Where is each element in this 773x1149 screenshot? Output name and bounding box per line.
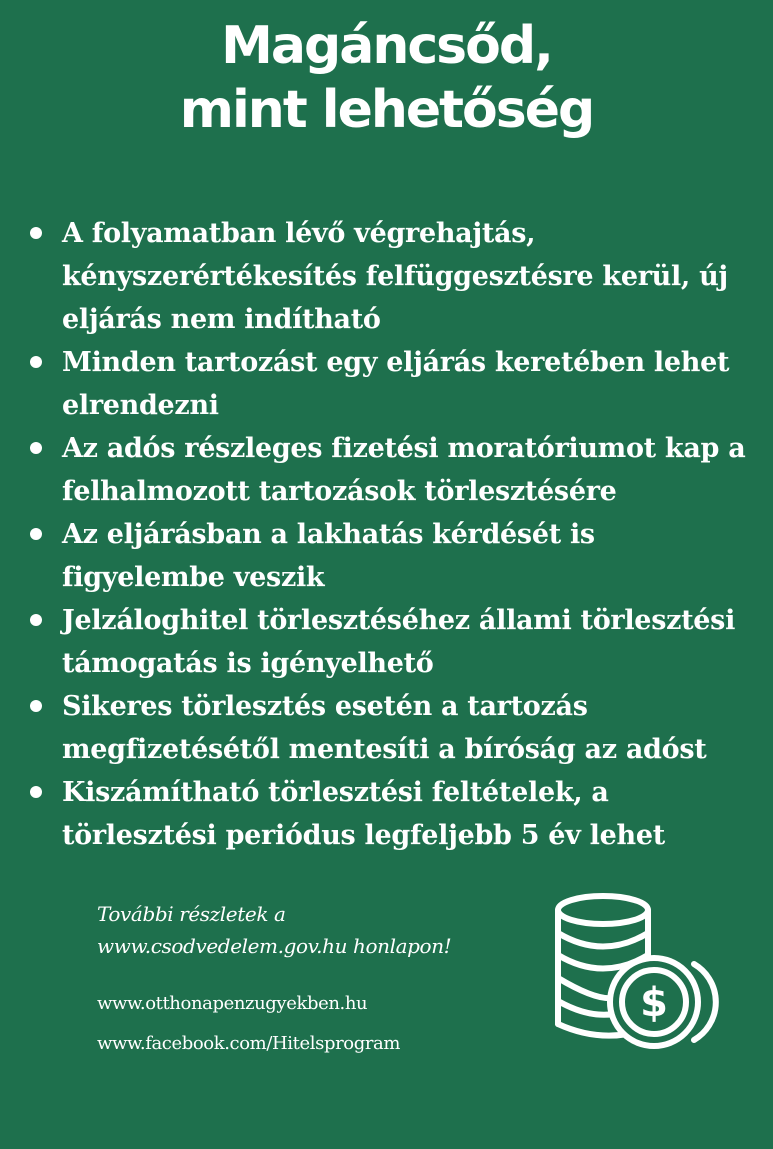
- list-item: [30, 685, 765, 771]
- list-item: [30, 341, 765, 427]
- list-item-text: Jelzáloghitel törlesztéséhez állami törlesztési támogatás is igényelhető: [62, 605, 736, 679]
- bullet-dot-icon: [30, 700, 42, 712]
- bullet-dot-icon: [30, 442, 42, 454]
- title-line-1: Magáncsőd,: [221, 16, 552, 76]
- bullet-dot-icon: [30, 227, 42, 239]
- list-item-text: Minden tartozást egy eljárás keretében lehet elrendezni: [62, 347, 730, 421]
- benefits-list: [30, 212, 765, 857]
- more-info-text: [97, 898, 537, 962]
- list-item: [30, 212, 765, 341]
- page-title: [0, 14, 773, 142]
- more-info-line-1: További részletek a: [97, 902, 286, 926]
- dollar-symbol: $: [640, 980, 668, 1026]
- bullet-dot-icon: [30, 356, 42, 368]
- list-item-text: Az adós részleges fizetési moratóriumot kap a felhalmozott tartozások törlesztésére: [62, 433, 746, 507]
- bullet-dot-icon: [30, 528, 42, 540]
- otthon-website-link[interactable]: www.otthonapenzugyekben.hu: [97, 993, 368, 1014]
- list-item: [30, 427, 765, 513]
- list-item: [30, 771, 765, 857]
- list-item-text: Az eljárásban a lakhatás kérdését is figyelembe veszik: [62, 519, 595, 593]
- title-line-2: mint lehetőség: [179, 80, 594, 140]
- list-item-text: Sikeres törlesztés esetén a tartozás megfizetésétől mentesíti a bíróság az adóst: [62, 691, 707, 765]
- coin-stack-dollar-icon: [548, 890, 723, 1050]
- list-item: [30, 513, 765, 599]
- list-item: [30, 599, 765, 685]
- more-info-line-2[interactable]: www.csodvedelem.gov.hu honlapon!: [97, 934, 452, 958]
- bullet-dot-icon: [30, 614, 42, 626]
- facebook-link[interactable]: www.facebook.com/Hitelsprogram: [97, 1033, 401, 1054]
- list-item-text: A folyamatban lévő végrehajtás, kényszerértékesítés felfüggesztésre kerül, új eljárás nem indítható: [62, 218, 728, 335]
- bullet-dot-icon: [30, 786, 42, 798]
- list-item-text: Kiszámítható törlesztési feltételek, a törlesztési periódus legfeljebb 5 év lehet: [62, 777, 665, 851]
